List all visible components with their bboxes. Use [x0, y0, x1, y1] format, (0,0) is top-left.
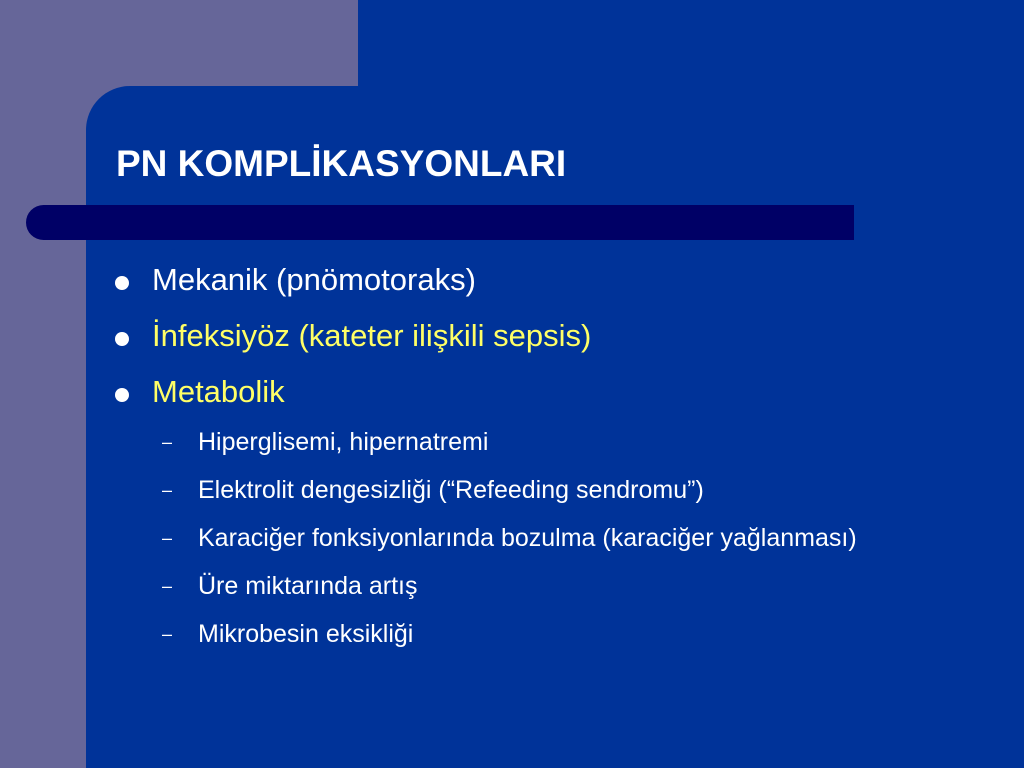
sub-bullet-text: Hiperglisemi, hipernatremi: [198, 428, 489, 456]
sub-bullet-item: [162, 472, 942, 508]
dash-marker: –: [162, 528, 173, 548]
sub-bullet-text: Elektrolit dengesizliği (“Refeeding sendromu”): [198, 476, 704, 504]
sub-bullet-item: [162, 424, 942, 460]
sub-bullet-text: Mikrobesin eksikliği: [198, 620, 414, 648]
dash-marker: –: [162, 432, 173, 452]
title-underline-bar: [26, 205, 854, 240]
bullet-dot-icon: [115, 388, 129, 402]
sub-bullet-list: [162, 424, 942, 664]
sub-bullet-item: [162, 520, 942, 556]
bullet-dot-icon: [115, 276, 129, 290]
sub-bullet-item: [162, 616, 942, 652]
bullet-dot-icon: [115, 332, 129, 346]
dash-marker: –: [162, 576, 173, 596]
sub-bullet-item: [162, 568, 942, 604]
bullet-text: Mekanik (pnömotoraks): [152, 262, 476, 297]
top-decorative-panel: [0, 0, 358, 86]
sub-bullet-text: Karaciğer fonksiyonlarında bozulma (karaciğer yağlanması): [198, 524, 857, 552]
left-decorative-panel: [0, 0, 86, 768]
dash-marker: –: [162, 624, 173, 644]
bullet-item-infeksiyoz: [112, 314, 952, 370]
bullet-item-metabolik: [112, 370, 952, 426]
bullet-list: [112, 258, 952, 426]
bullet-item-mekanik: [112, 258, 952, 314]
bullet-text: İnfeksiyöz (kateter ilişkili sepsis): [152, 318, 592, 353]
bullet-text: Metabolik: [152, 374, 285, 409]
sub-bullet-text: Üre miktarında artış: [198, 572, 418, 600]
slide-title: PN KOMPLİKASYONLARI: [116, 143, 567, 184]
dash-marker: –: [162, 480, 173, 500]
